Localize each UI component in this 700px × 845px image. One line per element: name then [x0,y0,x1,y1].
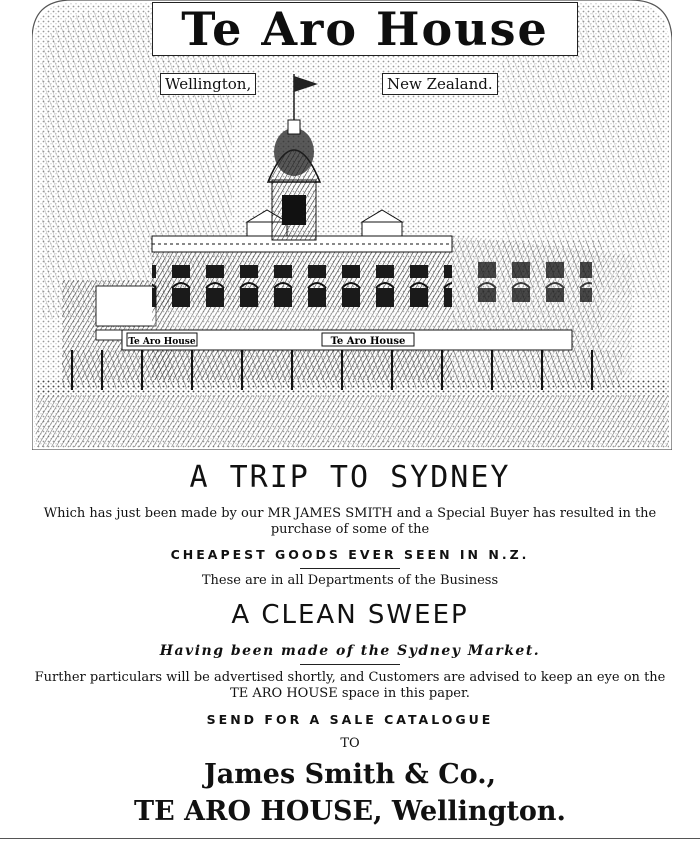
sydney-market-line: Having been made of the Sydney Market. [159,643,541,659]
intro-line-2: purchase of some of the [270,522,430,537]
headline-trip-to-sydney: A TRIP TO SYDNEY [189,460,511,495]
divider-2 [300,664,400,665]
clean-sweep-heading: A CLEAN SWEEP [231,600,469,630]
to-line: TO [340,736,360,751]
company-address: TE ARO HOUSE, Wellington. [134,796,566,827]
further-particulars-line-2: TE ARO HOUSE space in this paper. [230,686,470,701]
location-city: Wellington, [160,73,256,95]
divider-1 [300,568,400,569]
storefront-sign-left: Te Aro House [128,337,196,347]
storefront-sign-right: Te Aro House [330,336,406,347]
company-name: James Smith & Co., [203,759,497,790]
sale-catalogue-line: SEND FOR A SALE CATALOGUE [206,712,494,727]
further-particulars-line-1: Further particulars will be advertised shortly, and Customers are advised to keep an eye on the [34,670,666,685]
intro-line-1: Which has just been made by our MR JAMES SMITH and a Special Buyer has resulted in the [43,506,657,521]
te-aro-house-engraving [32,0,672,450]
masthead-title: Te Aro House [152,2,578,56]
bottom-border [0,838,700,839]
cheapest-goods-line: CHEAPEST GOODS EVER SEEN IN N.Z. [170,547,530,562]
departments-line: These are in all Departments of the Business [201,573,499,588]
location-country: New Zealand. [382,73,498,95]
